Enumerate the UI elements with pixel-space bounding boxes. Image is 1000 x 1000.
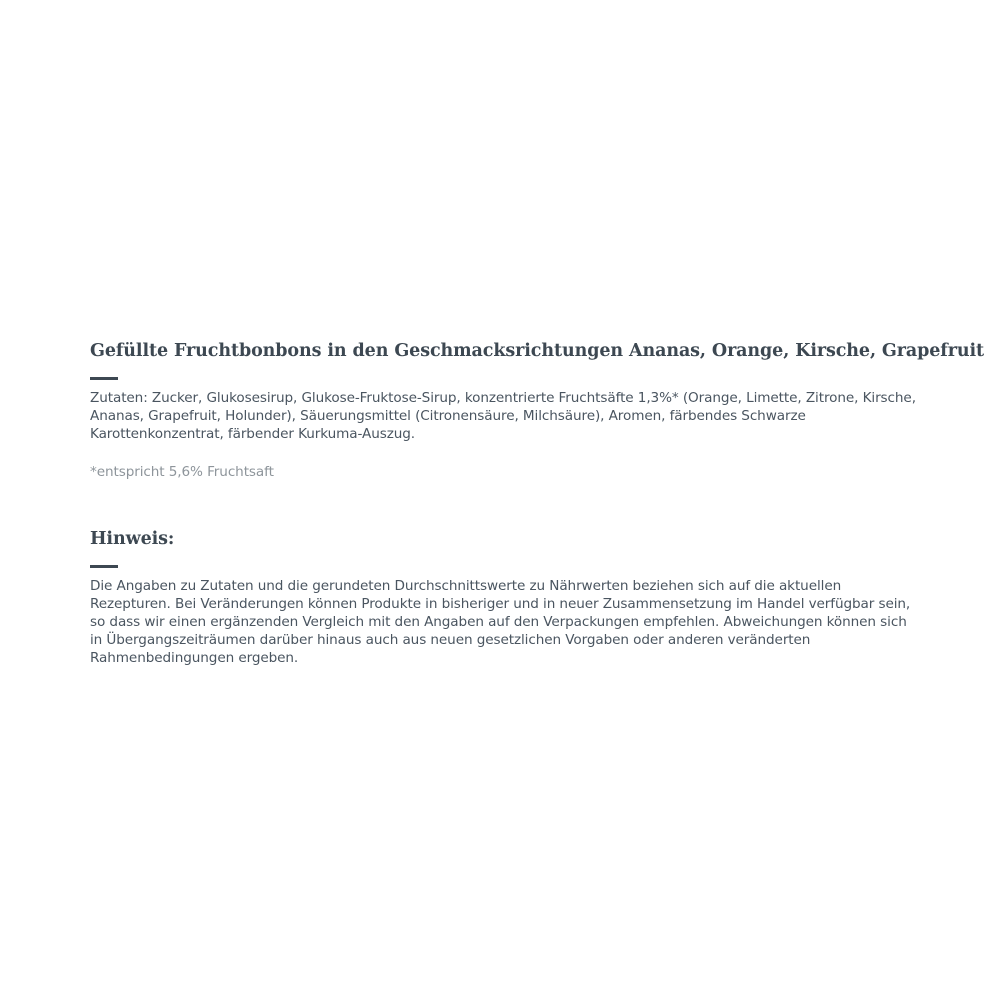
juice-footnote: *entspricht 5,6% Fruchtsaft [90,464,274,480]
title-underline [90,377,118,380]
product-info-content [90,338,985,667]
notice-text: Die Angaben zu Zutaten und die gerundeten Durchschnittswerte zu Nährwerten beziehen sich auf die aktuellen Rezepturen. Bei Veränderungen können Produkte in bisheriger und in neuer Zusammensetzung im Handel verfügbar sein, so dass wir einen ergänzenden Vergleich mit den Angaben auf den Verpackungen empfehlen. Abweichungen können sich in Übergangszeiträumen darüber hinaus auch aus neuen gesetzlichen Vorgaben oder anderen veränderten Rahmenbedingungen ergeben. [90,578,911,666]
notice-title: Hinweis: [90,529,175,549]
ingredients-section [90,338,985,481]
notice-underline [90,565,118,568]
notice-section [90,526,920,667]
ingredients-text: Zutaten: Zucker, Glukosesirup, Glukose-Fruktose-Sirup, konzentrierte Fruchtsäfte 1,3%* (Orange, Limette, Zitrone, Kirsche, Ananas, Grapefruit, Holunder), Säuerungsmittel (Citronensäure, Milchsäure), Aromen, färbendes Schwarze Karottenkonzentrat, färbender Kurkuma-Auszug. [90,390,916,442]
product-title: Gefüllte Fruchtbonbons in den Geschmacksrichtungen Ananas, Orange, Kirsche, Grapefruit [90,341,985,361]
